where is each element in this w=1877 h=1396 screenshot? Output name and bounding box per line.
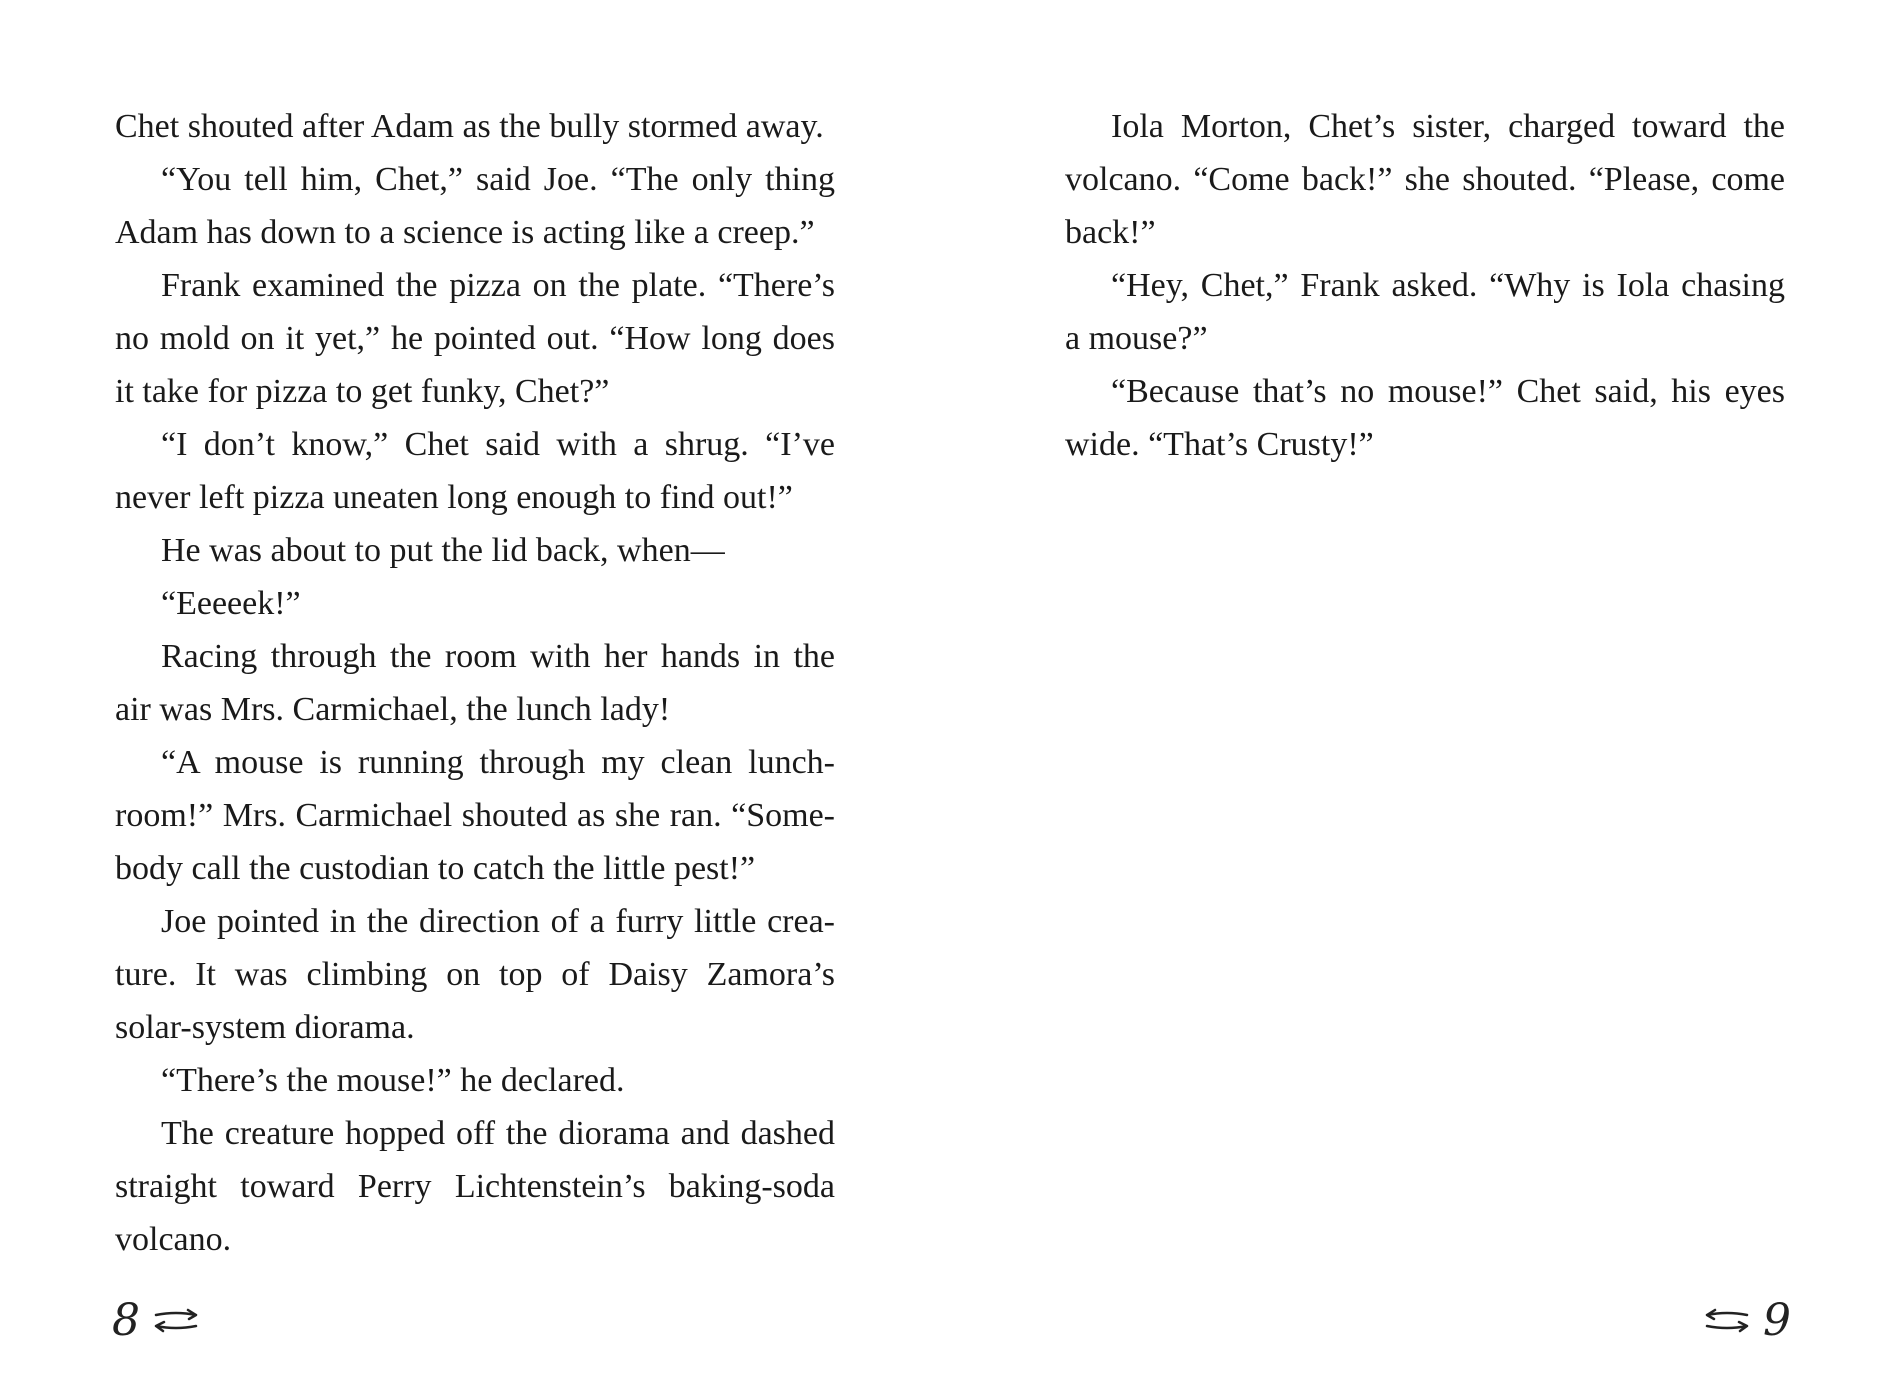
paragraph: Racing through the room with her hands in the air was Mrs. Carmichael, the lunch lady!: [115, 638, 835, 728]
paragraph: “Hey, Chet,” Frank asked. “Why is Iola chasing a mouse?”: [1065, 267, 1785, 357]
paragraph: Frank examined the pizza on the plate. “There’s no mold on it yet,” he pointed out. “How long does it take for pizza to get funky, Chet?”: [115, 267, 835, 410]
page-number: 9: [1763, 1294, 1791, 1346]
paragraph: “Because that’s no mouse!” Chet said, his eyes wide. “That’s Crusty!”: [1065, 373, 1785, 463]
paragraph: Chet shouted after Adam as the bully stormed away.: [115, 108, 824, 145]
right-page-folio: [1703, 1290, 1791, 1350]
paragraph: Iola Morton, Chet’s sister, charged toward the volcano. “Come back!” she shouted. “Please, come back!”: [1065, 108, 1785, 251]
paragraph: “There’s the mouse!” he declared.: [161, 1062, 625, 1099]
paragraph: “You tell him, Chet,” said Joe. “The only thing Adam has down to a science is acting like a creep.”: [115, 161, 835, 251]
paragraph: “Eeeeek!”: [161, 585, 301, 622]
right-page: [1065, 100, 1785, 471]
paragraph: “I don’t know,” Chet said with a shrug. “I’ve never left pizza uneaten long enough to find out!”: [115, 426, 835, 516]
paragraph: Joe pointed in the direction of a furry little crea-ture. It was climbing on top of Daisy Zamora’s solar-system diorama.: [115, 903, 835, 1046]
paragraph: He was about to put the lid back, when—: [161, 532, 725, 569]
left-page: [115, 100, 835, 1266]
page-number: 8: [112, 1294, 140, 1346]
paragraph: The creature hopped off the diorama and dashed straight toward Perry Lichtenstein’s baking-soda volcano.: [115, 1115, 835, 1258]
double-arrow-icon: [1703, 1305, 1751, 1335]
double-arrow-icon: [152, 1305, 200, 1335]
paragraph: “A mouse is running through my clean lunch-room!” Mrs. Carmichael shouted as she ran. “Some-body call the custodian to catch the little pest!”: [115, 744, 835, 887]
left-page-folio: [112, 1290, 200, 1350]
